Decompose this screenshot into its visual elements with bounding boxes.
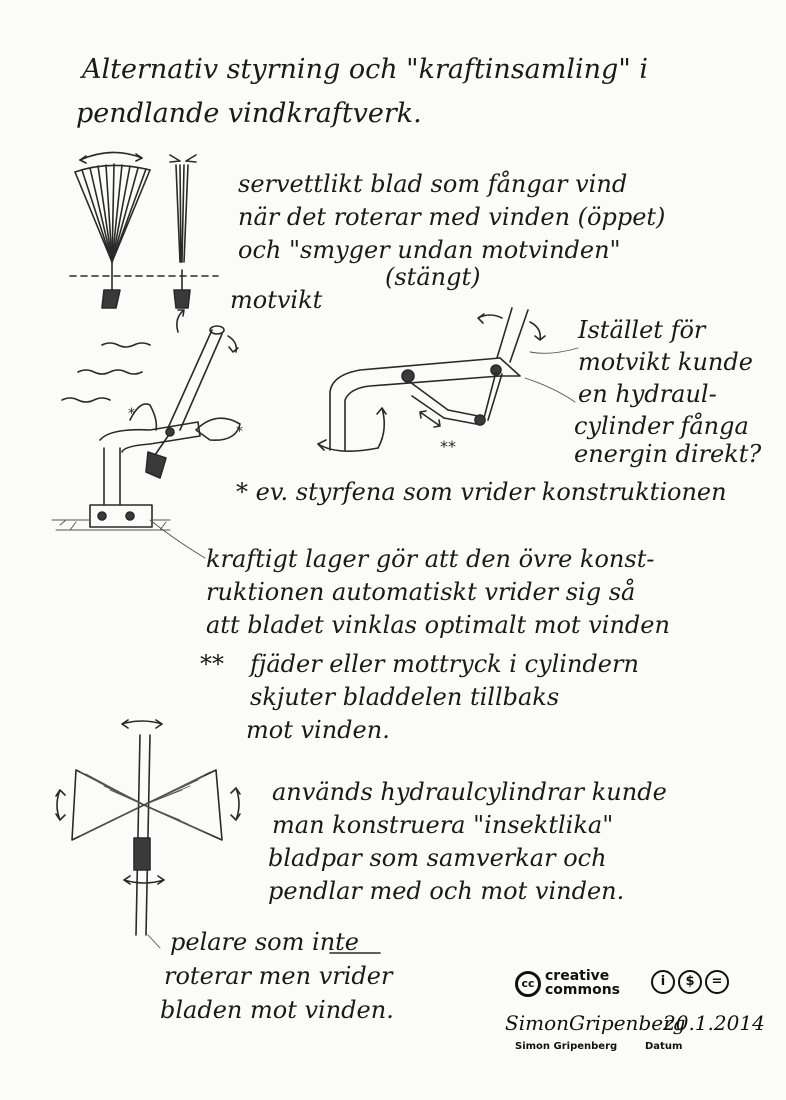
pendulum-turbine-sketch xyxy=(52,310,243,558)
section4-line1: fjäder eller mottryck i cylindern xyxy=(250,650,639,678)
page-title-line1: Alternativ styrning och "kraftinsamling" i xyxy=(82,54,648,85)
note-styrfena: * ev. styrfena som vrider konstruktionen xyxy=(236,478,727,506)
section3-line1: kraftigt lager gör att den övre konst- xyxy=(206,545,655,573)
section1-line4: (stängt) xyxy=(385,263,481,291)
section2-line5: energin direkt? xyxy=(574,440,762,468)
section4-line2: skjuter bladdelen tillbaks xyxy=(250,683,560,711)
section1-line2: när det roterar med vinden (öppet) xyxy=(238,203,666,231)
fan-blade-closed-icon xyxy=(170,155,196,308)
license-block xyxy=(505,967,765,1057)
section6-line1-emph: inte xyxy=(312,928,359,956)
nd-icon: = xyxy=(705,970,729,994)
section2-line1: Istället för xyxy=(578,316,706,344)
svg-text:**: ** xyxy=(440,437,456,456)
signature-date-label: Datum xyxy=(645,1041,683,1052)
section6-line1 xyxy=(170,930,359,954)
section5-line1: används hydraulcylindrar kunde xyxy=(272,778,667,806)
nc-icon: $ xyxy=(678,970,702,994)
section6-line3: bladen mot vinden. xyxy=(160,996,394,1024)
creative-commons-logo xyxy=(515,967,635,1007)
section4-marker: ** xyxy=(200,650,224,678)
section3-line2: ruktionen automatiskt vrider sig så xyxy=(206,578,636,606)
cc-word-commons: commons xyxy=(545,982,621,998)
section4-line3: mot vinden. xyxy=(246,716,390,744)
section1-line1: servettlikt blad som fångar vind xyxy=(238,170,628,198)
section2-line2: motvikt kunde xyxy=(578,348,753,376)
section6-line2: roterar men vrider xyxy=(164,962,393,990)
cc-icon: cc xyxy=(515,971,541,997)
page-title-line2: pendlande vindkraftverk. xyxy=(76,98,422,129)
section5-line3: bladpar som samverkar och xyxy=(268,844,607,872)
section5-line4: pendlar med och mot vinden. xyxy=(268,877,625,905)
handwritten-signature: SimonGripenberg xyxy=(505,1011,686,1035)
hydraulic-cylinder-sketch xyxy=(318,308,578,456)
handwritten-date: 20.1.2014 xyxy=(663,1011,765,1035)
signature-name-label: Simon Gripenberg xyxy=(515,1041,618,1052)
section2-line3: en hydraul- xyxy=(578,380,717,408)
insect-blade-pair-sketch xyxy=(56,720,240,948)
svg-text:*: * xyxy=(236,424,243,440)
section3-line3: att bladet vinklas optimalt mot vinden xyxy=(206,611,670,639)
by-icon: i xyxy=(651,970,675,994)
svg-text:*: * xyxy=(128,406,135,422)
section1-line3: och "smyger undan motvinden" xyxy=(238,236,621,264)
section5-line2: man konstruera "insektlika" xyxy=(272,811,614,839)
section6-line1-pre: pelare som xyxy=(170,928,313,956)
section2-line4: cylinder fånga xyxy=(574,412,749,440)
wind-lines-icon xyxy=(62,343,150,402)
label-motvikt: motvikt xyxy=(230,286,323,314)
cc-word-creative: creative xyxy=(545,968,610,984)
